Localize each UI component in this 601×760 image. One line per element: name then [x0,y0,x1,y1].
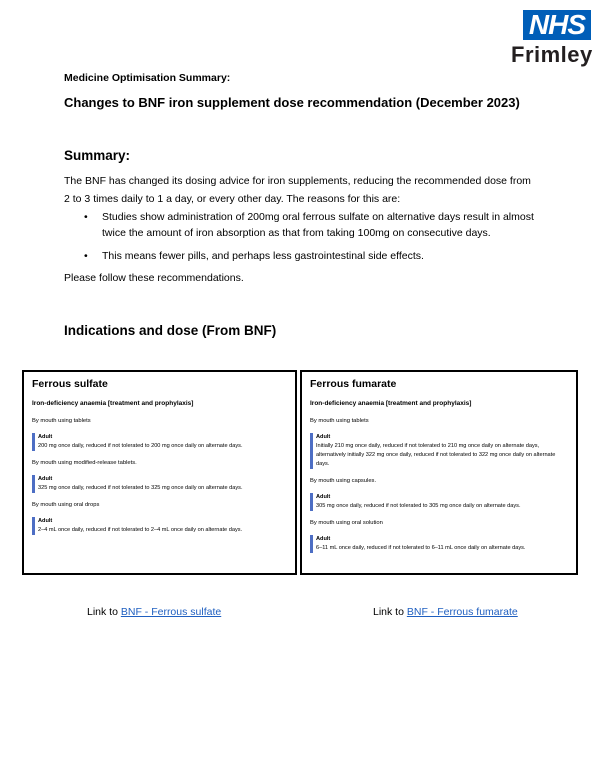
dose-group: Adult [316,434,331,440]
bullet-text: This means fewer pills, and perhaps less gastrointestinal side effects. [102,250,424,262]
panel-indication: Iron-deficiency anaemia [treatment and prophylaxis] [310,400,472,407]
bnf-ferrous-fumarate-link[interactable]: BNF - Ferrous fumarate [406,606,518,618]
dose-route: By mouth using tablets [32,418,91,424]
dose-group: Adult [316,494,331,500]
link-row-sulfate [87,606,221,618]
indications-heading: Indications and dose (From BNF) [64,323,277,338]
bullet-item [84,209,534,241]
dose-block [32,517,287,535]
nhs-badge: NHS [523,10,591,40]
dose-text: 6–11 mL once daily, reduced if not tolerated to 6–11 mL once daily on alternate days. [316,545,526,551]
trust-name: Frimley [511,42,593,67]
dose-text: Initially 210 mg once daily, reduced if not tolerated to 210 mg once daily on alternate days, alternatively initially 322 mg once daily, reduced if not tolerated to 322 mg once daily on alternate days. [316,443,556,467]
bullet-item [84,248,534,264]
dose-text: 2–4 mL once daily, reduced if not tolerated to 2–4 mL once daily on alternate days. [38,527,243,533]
dose-route: By mouth using oral solution [310,520,383,526]
dose-block [310,535,568,553]
dose-text: 305 mg once daily, reduced if not tolerated to 305 mg once daily on alternate days. [316,503,521,509]
ferrous-sulfate-panel [22,370,297,575]
dose-route: By mouth using capsules. [310,478,377,484]
dose-block [310,493,568,511]
dose-route: By mouth using tablets [310,418,369,424]
dose-text: 200 mg once daily, reduced if not tolerated to 200 mg once daily on alternate days. [38,443,243,449]
bullet-dot-icon: • [84,250,88,262]
summary-intro: The BNF has changed its dosing advice for iron supplements, reducing the recommended dose from 2 to 3 times daily to 1 a day, or every other day. The reasons for this are: [64,175,531,205]
summary-heading: Summary: [64,148,131,163]
dose-route: By mouth using oral drops [32,502,100,508]
doc-label: Medicine Optimisation Summary: [64,72,231,84]
link-row-fumarate [373,606,518,618]
dose-group: Adult [316,536,331,542]
dose-group: Adult [38,434,53,440]
doc-title: Changes to BNF iron supplement dose recommendation (December 2023) [64,95,520,110]
follow-text: Please follow these recommendations. [64,272,244,284]
dose-block [32,475,287,493]
panel-indication: Iron-deficiency anaemia [treatment and prophylaxis] [32,400,194,407]
ferrous-fumarate-panel [300,370,578,575]
link-prefix: Link to [373,606,407,618]
panel-title: Ferrous fumarate [310,378,397,390]
dose-text: 325 mg once daily, reduced if not tolerated to 325 mg once daily on alternate days. [38,485,243,491]
dose-group: Adult [38,518,53,524]
bullet-dot-icon: • [84,211,88,223]
dose-block [310,433,568,469]
nhs-logo [511,10,591,68]
panel-title: Ferrous sulfate [32,378,108,390]
bnf-ferrous-sulfate-link[interactable]: BNF - Ferrous sulfate [120,606,222,618]
dose-group: Adult [38,476,53,482]
dose-route: By mouth using modified-release tablets. [32,460,137,466]
bullet-text: Studies show administration of 200mg oral ferrous sulfate on alternative days result in almost twice the amount of iron absorption as that from taking 100mg on consecutive days. [102,211,534,239]
dose-block [32,433,287,451]
link-prefix: Link to [87,606,121,618]
